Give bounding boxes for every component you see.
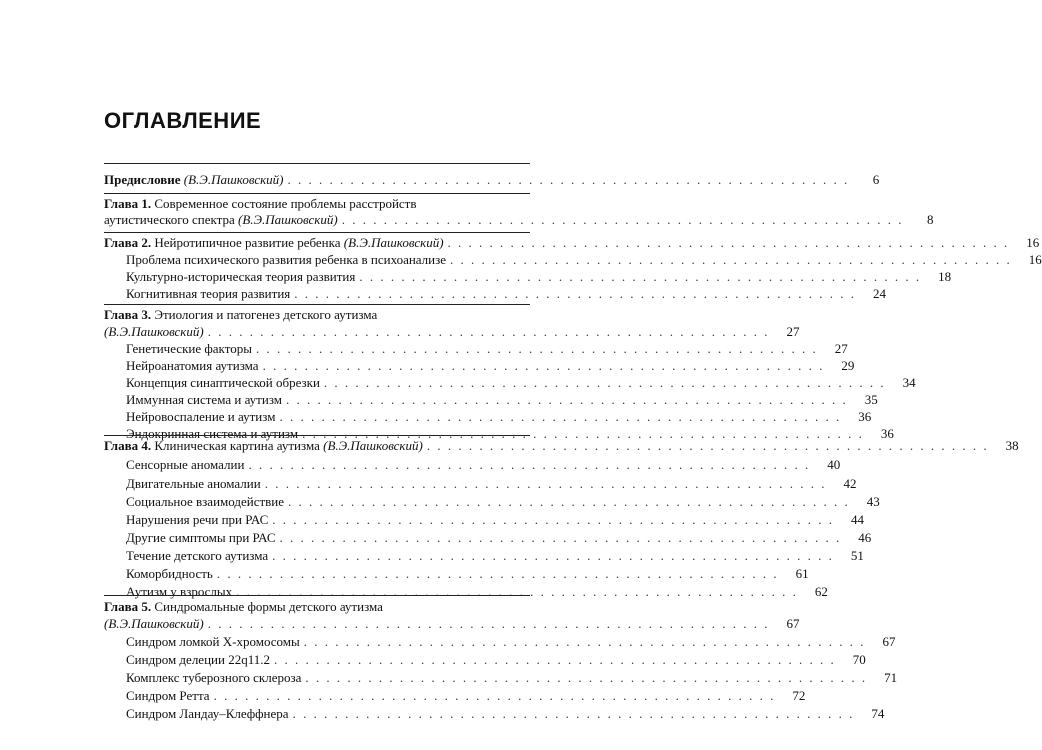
dot-leader: . . . . . . . . . . . . . . . . . . . . . . . . . . . . . . . . . . . . . . . . . . . . . . . . . . . . . . bbox=[450, 252, 1012, 267]
toc-chapter-4[interactable] bbox=[104, 437, 1019, 455]
page-number: 62 bbox=[814, 584, 828, 599]
dot-leader: . . . . . . . . . . . . . . . . . . . . . . . . . . . . . . . . . . . . . . . . . . . . . . . . . . . . . . bbox=[302, 426, 864, 441]
entry-author: (В.Э.Пашковский) bbox=[104, 324, 204, 339]
page-number: 51 bbox=[850, 548, 864, 563]
entry-author: (В.Э.Пашковский) bbox=[183, 172, 284, 187]
chapter-title-cont: аутистического спектра bbox=[104, 212, 235, 227]
subentry-title: Комплекс туберозного склероза bbox=[126, 670, 302, 685]
page-number: 44 bbox=[851, 512, 864, 527]
toc-chapter-3-line1[interactable] bbox=[104, 306, 530, 324]
toc-subentry[interactable] bbox=[126, 251, 1042, 269]
page-number: 67 bbox=[786, 616, 800, 631]
toc-subentry[interactable] bbox=[126, 456, 841, 474]
dot-leader: . . . . . . . . . . . . . . . . . . . . . . . . . . . . . . . . . . . . . . . . . . . . . . . . . . . . . . bbox=[213, 688, 776, 703]
toc-chapter-1-line2[interactable] bbox=[104, 211, 934, 229]
page-number: 6 bbox=[872, 172, 880, 187]
entry-author: (В.Э.Пашковский) bbox=[323, 438, 423, 453]
dot-leader: . . . . . . . . . . . . . . . . . . . . . . . . . . . . . . . . . . . . . . . . . . . . . . . . . . . . . . bbox=[447, 235, 1010, 250]
subentry-title: Генетические факторы bbox=[126, 341, 252, 356]
toc-subentry[interactable] bbox=[126, 357, 855, 375]
page-number: 29 bbox=[841, 358, 855, 373]
subentry-title: Когнитивная теория развития bbox=[126, 286, 291, 301]
dot-leader: . . . . . . . . . . . . . . . . . . . . . . . . . . . . . . . . . . . . . . . . . . . . . . . . . . . . . . bbox=[262, 358, 825, 373]
entry-label: Предисловие bbox=[104, 172, 181, 187]
page-number: 42 bbox=[843, 476, 857, 491]
chapter-label: Глава 2. bbox=[104, 235, 152, 250]
toc-chapter-5-line2[interactable] bbox=[104, 615, 800, 633]
entry-author: (В.Э.Пашковский) bbox=[343, 235, 444, 250]
page-number: 24 bbox=[873, 286, 887, 301]
subentry-title: Синдром Ландау–Клеффнера bbox=[126, 706, 289, 721]
chapter-label: Глава 5. bbox=[104, 599, 152, 614]
dot-leader: . . . . . . . . . . . . . . . . . . . . . . . . . . . . . . . . . . . . . . . . . . . . . . . . . . . . . . bbox=[359, 269, 922, 284]
subentry-title: Культурно-историческая теория развития bbox=[126, 269, 356, 284]
page-number: 70 bbox=[852, 652, 866, 667]
page-number: 67 bbox=[882, 634, 896, 649]
page-number: 27 bbox=[786, 324, 800, 339]
toc-subentry[interactable] bbox=[126, 511, 864, 529]
subentry-title: Иммунная система и аутизм bbox=[126, 392, 282, 407]
page-number: 72 bbox=[792, 688, 806, 703]
dot-leader: . . . . . . . . . . . . . . . . . . . . . . . . . . . . . . . . . . . . . . . . . . . . . . . . . . . . . . bbox=[323, 375, 886, 390]
page-number: 38 bbox=[1005, 438, 1019, 453]
chapter-title: Нейротипичное развитие ребенка bbox=[154, 235, 341, 250]
page-number: 61 bbox=[795, 566, 809, 581]
dot-leader: . . . . . . . . . . . . . . . . . . . . . . . . . . . . . . . . . . . . . . . . . . . . . . . . . . . . . . bbox=[255, 341, 818, 356]
toc-subentry[interactable] bbox=[126, 633, 896, 651]
toc-subentry[interactable] bbox=[126, 547, 864, 565]
chapter-label: Глава 1. bbox=[104, 196, 152, 211]
chapter-label: Глава 4. bbox=[104, 438, 152, 453]
page-number: 27 bbox=[834, 341, 848, 356]
dot-leader: . . . . . . . . . . . . . . . . . . . . . . . . . . . . . . . . . . . . . . . . . . . . . . . . . . . . . . bbox=[264, 476, 827, 491]
page-number: 8 bbox=[926, 212, 934, 227]
divider bbox=[104, 163, 530, 164]
dot-leader: . . . . . . . . . . . . . . . . . . . . . . . . . . . . . . . . . . . . . . . . . . . . . . . . . . . . . . bbox=[426, 438, 989, 453]
page-number: 43 bbox=[866, 494, 880, 509]
toc-subentry[interactable] bbox=[126, 475, 857, 493]
toc-subentry[interactable] bbox=[126, 529, 872, 547]
toc-subentry[interactable] bbox=[126, 285, 887, 303]
toc-subentry[interactable] bbox=[126, 268, 952, 286]
toc-subentry[interactable] bbox=[126, 651, 866, 669]
dot-leader: . . . . . . . . . . . . . . . . . . . . . . . . . . . . . . . . . . . . . . . . . . . . . . . . . . . . . . bbox=[248, 457, 811, 472]
page-number: 74 bbox=[871, 706, 885, 721]
page-number: 16 bbox=[1026, 235, 1040, 250]
chapter-title: Этиология и патогенез детского аутизма bbox=[154, 307, 378, 322]
page-number: 36 bbox=[880, 426, 894, 441]
divider bbox=[104, 232, 530, 233]
page-number: 36 bbox=[858, 409, 872, 424]
subentry-title: Нейроанатомия аутизма bbox=[126, 358, 259, 373]
chapter-label: Глава 3. bbox=[104, 307, 152, 322]
entry-author: (В.Э.Пашковский) bbox=[104, 616, 204, 631]
divider bbox=[104, 595, 530, 596]
subentry-title: Другие симптомы при РАС bbox=[126, 530, 276, 545]
subentry-title: Аутизм у взрослых bbox=[126, 584, 233, 599]
toc-chapter-3-line2[interactable] bbox=[104, 323, 800, 341]
toc-subentry[interactable] bbox=[126, 374, 916, 392]
toc-subentry[interactable] bbox=[126, 705, 885, 723]
dot-leader: . . . . . . . . . . . . . . . . . . . . . . . . . . . . . . . . . . . . . . . . . . . . . . . . . . . . . . bbox=[279, 530, 842, 545]
dot-leader: . . . . . . . . . . . . . . . . . . . . . . . . . . . . . . . . . . . . . . . . . . . . . . . . . . . . . . bbox=[272, 512, 834, 527]
page-title: ОГЛАВЛЕНИЕ bbox=[104, 108, 262, 133]
dot-leader: . . . . . . . . . . . . . . . . . . . . . . . . . . . . . . . . . . . . . . . . . . . . . . . . . . . . . . bbox=[294, 286, 857, 301]
divider bbox=[104, 193, 530, 194]
page-number: 34 bbox=[902, 375, 916, 390]
toc-subentry[interactable] bbox=[126, 687, 806, 705]
subentry-title: Эндокринная система и аутизм bbox=[126, 426, 299, 441]
dot-leader: . . . . . . . . . . . . . . . . . . . . . . . . . . . . . . . . . . . . . . . . . . . . . . . . . . . . . . bbox=[216, 566, 779, 581]
toc-chapter-2[interactable] bbox=[104, 234, 1040, 252]
dot-leader: . . . . . . . . . . . . . . . . . . . . . . . . . . . . . . . . . . . . . . . . . . . . . . . . . . . . . . bbox=[236, 584, 798, 599]
dot-leader: . . . . . . . . . . . . . . . . . . . . . . . . . . . . . . . . . . . . . . . . . . . . . . . . . . . . . . bbox=[279, 409, 842, 424]
chapter-title: Клиническая картина аутизма bbox=[154, 438, 320, 453]
toc-subentry[interactable] bbox=[126, 408, 872, 426]
dot-leader: . . . . . . . . . . . . . . . . . . . . . . . . . . . . . . . . . . . . . . . . . . . . . . . . . . . . . . bbox=[305, 670, 868, 685]
subentry-title: Течение детского аутизма bbox=[126, 548, 269, 563]
toc-entry-preface[interactable] bbox=[104, 171, 880, 189]
dot-leader: . . . . . . . . . . . . . . . . . . . . . . . . . . . . . . . . . . . . . . . . . . . . . . . . . . . . . . bbox=[341, 212, 904, 227]
subentry-title: Нарушения речи при РАС bbox=[126, 512, 269, 527]
entry-author: (В.Э.Пашковский) bbox=[237, 212, 338, 227]
divider bbox=[104, 304, 530, 305]
dot-leader: . . . . . . . . . . . . . . . . . . . . . . . . . . . . . . . . . . . . . . . . . . . . . . . . . . . . . . bbox=[286, 392, 848, 407]
subentry-title: Синдром Ретта bbox=[126, 688, 210, 703]
subentry-title: Проблема психического развития ребенка в психоанализе bbox=[126, 252, 447, 267]
dot-leader: . . . . . . . . . . . . . . . . . . . . . . . . . . . . . . . . . . . . . . . . . . . . . . . . . . . . . . bbox=[207, 616, 770, 631]
subentry-title: Концепция синаптической обрезки bbox=[126, 375, 320, 390]
chapter-title: Современное состояние проблемы расстройств bbox=[154, 196, 417, 211]
subentry-title: Синдром делеции 22q11.2 bbox=[126, 652, 270, 667]
dot-leader: . . . . . . . . . . . . . . . . . . . . . . . . . . . . . . . . . . . . . . . . . . . . . . . . . . . . . . bbox=[287, 172, 850, 187]
page-number: 18 bbox=[938, 269, 952, 284]
subentry-title: Сенсорные аномалии bbox=[126, 457, 245, 472]
toc-subentry[interactable] bbox=[126, 565, 809, 583]
divider bbox=[104, 435, 530, 436]
dot-leader: . . . . . . . . . . . . . . . . . . . . . . . . . . . . . . . . . . . . . . . . . . . . . . . . . . . . . . bbox=[288, 494, 850, 509]
dot-leader: . . . . . . . . . . . . . . . . . . . . . . . . . . . . . . . . . . . . . . . . . . . . . . . . . . . . . . bbox=[207, 324, 770, 339]
page-number: 16 bbox=[1028, 252, 1042, 267]
subentry-title: Двигательные аномалии bbox=[126, 476, 261, 491]
subentry-title: Нейровоспаление и аутизм bbox=[126, 409, 276, 424]
dot-leader: . . . . . . . . . . . . . . . . . . . . . . . . . . . . . . . . . . . . . . . . . . . . . . . . . . . . . . bbox=[292, 706, 855, 721]
subentry-title: Коморбидность bbox=[126, 566, 213, 581]
toc-chapter-5-line1[interactable] bbox=[104, 598, 530, 616]
dot-leader: . . . . . . . . . . . . . . . . . . . . . . . . . . . . . . . . . . . . . . . . . . . . . . . . . . . . . . bbox=[273, 652, 836, 667]
toc-subentry[interactable] bbox=[126, 391, 878, 409]
toc-subentry[interactable] bbox=[126, 340, 848, 358]
dot-leader: . . . . . . . . . . . . . . . . . . . . . . . . . . . . . . . . . . . . . . . . . . . . . . . . . . . . . . bbox=[303, 634, 866, 649]
page-number: 71 bbox=[884, 670, 898, 685]
subentry-title: Социальное взаимодействие bbox=[126, 494, 285, 509]
chapter-title: Синдромальные формы детского аутизма bbox=[154, 599, 383, 614]
page-number: 35 bbox=[864, 392, 878, 407]
dot-leader: . . . . . . . . . . . . . . . . . . . . . . . . . . . . . . . . . . . . . . . . . . . . . . . . . . . . . . bbox=[272, 548, 834, 563]
toc-subentry[interactable] bbox=[126, 669, 898, 687]
page-number: 40 bbox=[827, 457, 841, 472]
toc-subentry[interactable] bbox=[126, 493, 880, 511]
subentry-title: Синдром ломкой Х-хромосомы bbox=[126, 634, 300, 649]
page-number: 46 bbox=[858, 530, 872, 545]
